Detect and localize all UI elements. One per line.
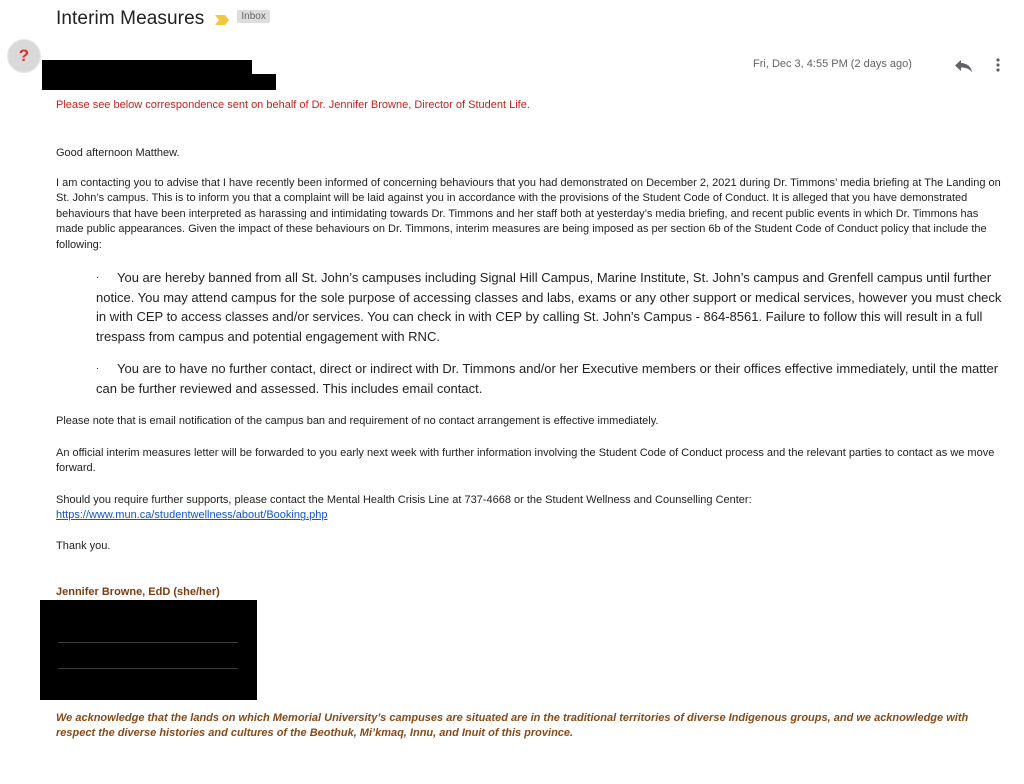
bullet-campus-ban [96, 268, 1010, 346]
email-subject: Interim Measures [56, 8, 205, 29]
signature-name: Jennifer Browne, EdD (she/her) [56, 586, 220, 598]
land-acknowledgement: We acknowledge that the lands on which Memorial University’s campuses are situated are in the traditional territories of diverse Indigenous groups, and we acknowledge with respect the diverse histories and cultures of the Beothuk, Mi’kmaq, Innu, and Inuit of this province. [56, 712, 969, 740]
bullet-text: You are hereby banned from all St. John’s campuses including Signal Hill Campus, Marine Institute, St. John’s campus and Grenfell campus until further notice. You may attend campus for the sole purpose of accessing classes and labs, exams or any other support or medical services, however you must check in with CEP to access classes and/or services. You can check in with CEP by calling St. John's Campus - 864-8561. Failure to follow this will result in a full trespass from campus and potential engagement with RNC. [96, 270, 1002, 344]
supports-paragraph [56, 493, 916, 524]
redacted-signature-block [40, 600, 257, 700]
supports-text: Should you require further supports, please contact the Mental Health Crisis Line at 737-4668 or the Student Wellness and Counselling Center: [56, 494, 752, 506]
note-paragraph: Please note that is email notification of the campus ban and requirement of no contact arrangement is effective immediately. [56, 415, 659, 427]
redacted-line [58, 642, 238, 643]
booking-link[interactable]: https://www.mun.ca/studentwellness/about/Booking.php [56, 509, 328, 522]
unknown-sender-avatar: ? [8, 40, 40, 72]
greeting: Good afternoon Matthew. [56, 147, 180, 159]
email-date: Fri, Dec 3, 4:55 PM (2 days ago) [753, 58, 912, 70]
bullet-text: You are to have no further contact, direct or indirect with Dr. Timmons and/or her Executive members or their offices effective immediately, until the matter can be further reviewed and assessed. This includes email contact. [96, 361, 999, 396]
more-vert-icon[interactable] [994, 57, 1002, 73]
redacted-line [58, 668, 238, 669]
bullet-no-contact [96, 359, 1010, 398]
subject-row [56, 8, 270, 30]
intro-paragraph: I am contacting you to advise that I have recently been informed of concerning behaviours that you had demonstrated on December 2, 2021 during Dr. Timmons’ media briefing at The Landing on St. John’s campus. This is to inform you that a complaint will be laid against you in accordance with the provisions of the Student Code of Conduct. It is alleged that you have demonstrated behaviours that have been interpreted as harassing and intimidating towards Dr. Timmons and her staff both at yesterday’s media briefing, and recent public events in which Dr. Timmons has made public appearances. Given the impact of these behaviours on Dr. Timmons, interim measures are being imposed as per section 6b of the Student Code of Conduct policy that include the following: [56, 177, 1001, 251]
letter-paragraph: An official interim measures letter will be forwarded to you early next week with further information involving the Student Code of Conduct process and the relevant parties to contact as we move forward. [56, 447, 995, 475]
on-behalf-notice: Please see below correspondence sent on behalf of Dr. Jennifer Browne, Director of Student Life. [56, 99, 530, 111]
redacted-sender-address [42, 74, 276, 90]
importance-marker-icon[interactable] [214, 13, 230, 27]
redacted-sender-name [42, 60, 252, 74]
bullet-marker: · [96, 272, 99, 282]
inbox-label[interactable]: Inbox [237, 10, 269, 23]
reply-icon[interactable] [954, 57, 974, 73]
closing: Thank you. [56, 540, 111, 552]
bullet-marker: · [96, 363, 99, 373]
